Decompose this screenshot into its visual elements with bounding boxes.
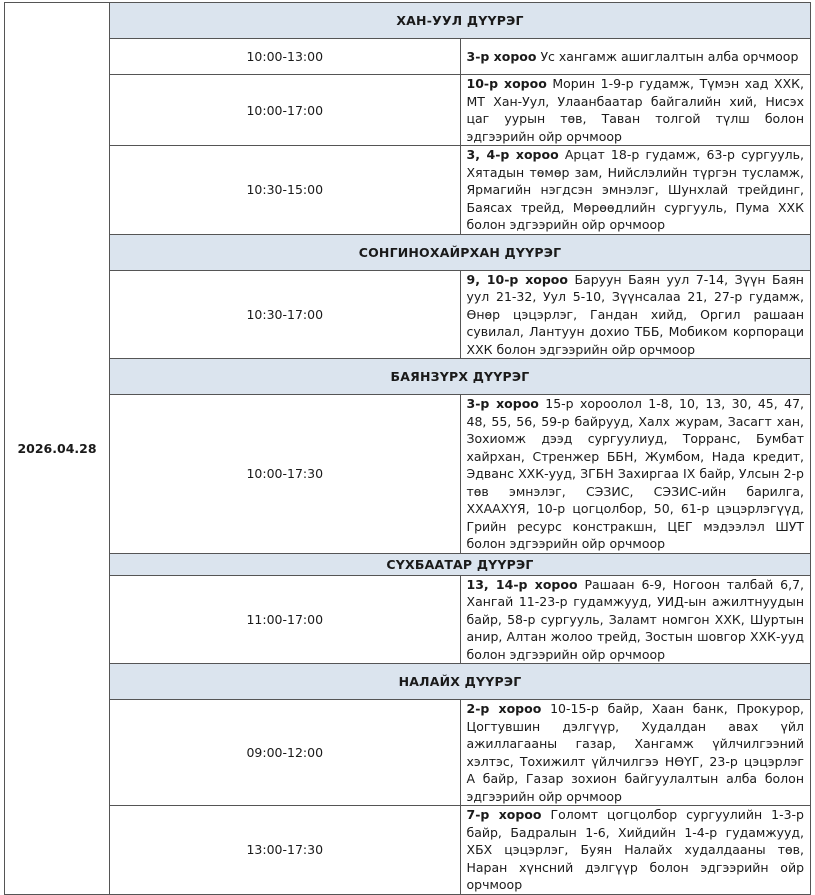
- time-cell: 10:00-13:00: [110, 39, 461, 75]
- district-row: [5, 664, 811, 700]
- khoroo-label: 3-р хороо: [466, 396, 539, 411]
- district-row: [5, 234, 811, 270]
- table-row: [5, 75, 811, 146]
- district-heading: ХАН-УУЛ ДҮҮРЭГ: [110, 3, 811, 39]
- district-heading: СҮХБААТАР ДҮҮРЭГ: [110, 553, 811, 575]
- time-cell: 11:00-17:00: [110, 575, 461, 664]
- time-cell: 09:00-12:00: [110, 700, 461, 806]
- location-list: Голомт цогцолбор сургуулийн 1-3-р байр, Бадралын 1-6, Хийдийн 1-4-р гудамжууд, ХБХ цэцэрлэг, Буян Налайх худалдааны төв, Наран хүнсний дэлгүүр: [466, 807, 804, 875]
- vicinity-suffix: болон эдгээрийн ойр орчмоор: [466, 646, 666, 662]
- time-cell: 10:00-17:30: [110, 395, 461, 554]
- table-row: [5, 806, 811, 895]
- vicinity-suffix: болон эдгээрийн ойр орчмоор: [466, 217, 666, 232]
- khoroo-label: 13, 14-р хороо: [466, 576, 578, 592]
- description-cell: [460, 575, 811, 664]
- khoroo-label: 3-р хороо: [466, 48, 537, 64]
- khoroo-label: 7-р хороо: [466, 807, 542, 822]
- location-list: Морин 1-9-р гудамж, Түмэн хад ХХК, МТ Хан-Уул, Улаанбаатар байгалийн хий, Нисэх цаг уурын төв, Таван толгой түлш: [466, 76, 804, 126]
- district-heading: СОНГИНОХАЙРХАН ДҮҮРЭГ: [110, 234, 811, 270]
- vicinity-suffix: болон эдгээрийн ойр орчмоор: [466, 111, 804, 144]
- district-heading: БАЯНЗҮРХ ДҮҮРЭГ: [110, 359, 811, 395]
- district-heading: НАЛАЙХ ДҮҮРЭГ: [110, 664, 811, 700]
- location-list: 15-р хороолол 1-8, 10, 13, 30, 45, 47, 48, 55, 56, 59-р байрууд, Халх журам, Засагт хан, Зохиомж дээд сургуулиуд, Торранс, Бумбат хайрхан, Стренжер ББН, Жумбом, Нада кредит, Эдванс ХХК-ууд, ЗГБН Захиргаа IX байр, Улсын 2-р төв эмнэлэг, СЭЗИС, СЭЗИС-ийн барилга, ХХААХҮЯ, 10-р цогцолбор, 50, 61-р цэцэрлэгүүд, Грийн ресурс констракшн, ЦЕГ мэдээлэл ШУТ: [466, 396, 804, 534]
- location-list: Арцат 18-р гудамж, 63-р сургууль, Хятадын төмөр зам, Нийслэлийн түргэн тусламж, Ярмагийн нэгдсэн эмнэлэг, Шунхлай трейдинг, Баясах трейд, Мөрөөдлийн сургууль, Пума ХХК: [466, 147, 804, 215]
- khoroo-label: 2-р хороо: [466, 701, 542, 716]
- vicinity-suffix: орчмоор: [742, 48, 799, 64]
- table-row: [5, 575, 811, 664]
- description-cell: [460, 75, 811, 146]
- vicinity-suffix: болон эдгээрийн ойр орчмоор: [496, 341, 696, 357]
- district-row: [5, 359, 811, 395]
- description-cell: [460, 270, 811, 359]
- khoroo-label: 9, 10-р хороо: [466, 271, 568, 287]
- location-list: 10-15-р байр, Хаан банк, Прокурор, Цогтувшин дэлгүүр, Худалдан авах үйл ажиллагааны газар, Хангамж үйлчилгээний хэлтэс, Тохижилт үйлчилгээ НӨҮГ, 23-р цэцэрлэг А байр, Газар зохион байгуулалтын алба: [466, 701, 804, 786]
- table-row: [5, 146, 811, 235]
- district-row: [5, 553, 811, 575]
- description-cell: [460, 806, 811, 895]
- time-cell: 13:00-17:30: [110, 806, 461, 895]
- vicinity-suffix: болон эдгээрийн ойр орчмоор: [466, 536, 666, 551]
- khoroo-label: 3, 4-р хороо: [466, 147, 559, 162]
- description-cell: [460, 395, 811, 554]
- time-cell: 10:30-15:00: [110, 146, 461, 235]
- location-list: Рашаан 6-9, Ногоон талбай 6,7, Хангай 11-23-р гудамжууд, УИД-ын ажилтнуудын байр, 58-р сургууль, Заламт номгон ХХК, Шуртын анир, Алтан жолоо трейд, Зостын шовгор ХХК-ууд: [466, 576, 804, 644]
- outage-schedule-table: [4, 2, 811, 895]
- table-row: [5, 39, 811, 75]
- vicinity-suffix: болон эдгээрийн ойр орчмоор: [466, 771, 804, 804]
- description-cell: [460, 146, 811, 235]
- description-cell: [460, 39, 811, 75]
- date-cell: 2026.04.28: [5, 3, 110, 895]
- table-row: [5, 270, 811, 359]
- time-cell: 10:00-17:00: [110, 75, 461, 146]
- vicinity-suffix: болон эдгээрийн ойр орчмоор: [466, 859, 805, 892]
- description-cell: [460, 700, 811, 806]
- table-row: [5, 395, 811, 554]
- time-cell: 10:30-17:00: [110, 270, 461, 359]
- khoroo-label: 10-р хороо: [466, 76, 547, 91]
- location-list: Баруун Баян уул 7-14, Зүүн Баян уул 21-32, Уул 5-10, Зүүнсалаа 21, 27-р гудамж, Өнөр цэцэрлэг, Гандан хийд, Оргил рашаан сувилал, Лантуун дохио ТББ, Мобиком корпораци ХХК: [466, 271, 804, 357]
- location-list: Ус хангамж ашиглалтын алба: [536, 48, 743, 64]
- table-row: [5, 700, 811, 806]
- district-row: [5, 3, 811, 39]
